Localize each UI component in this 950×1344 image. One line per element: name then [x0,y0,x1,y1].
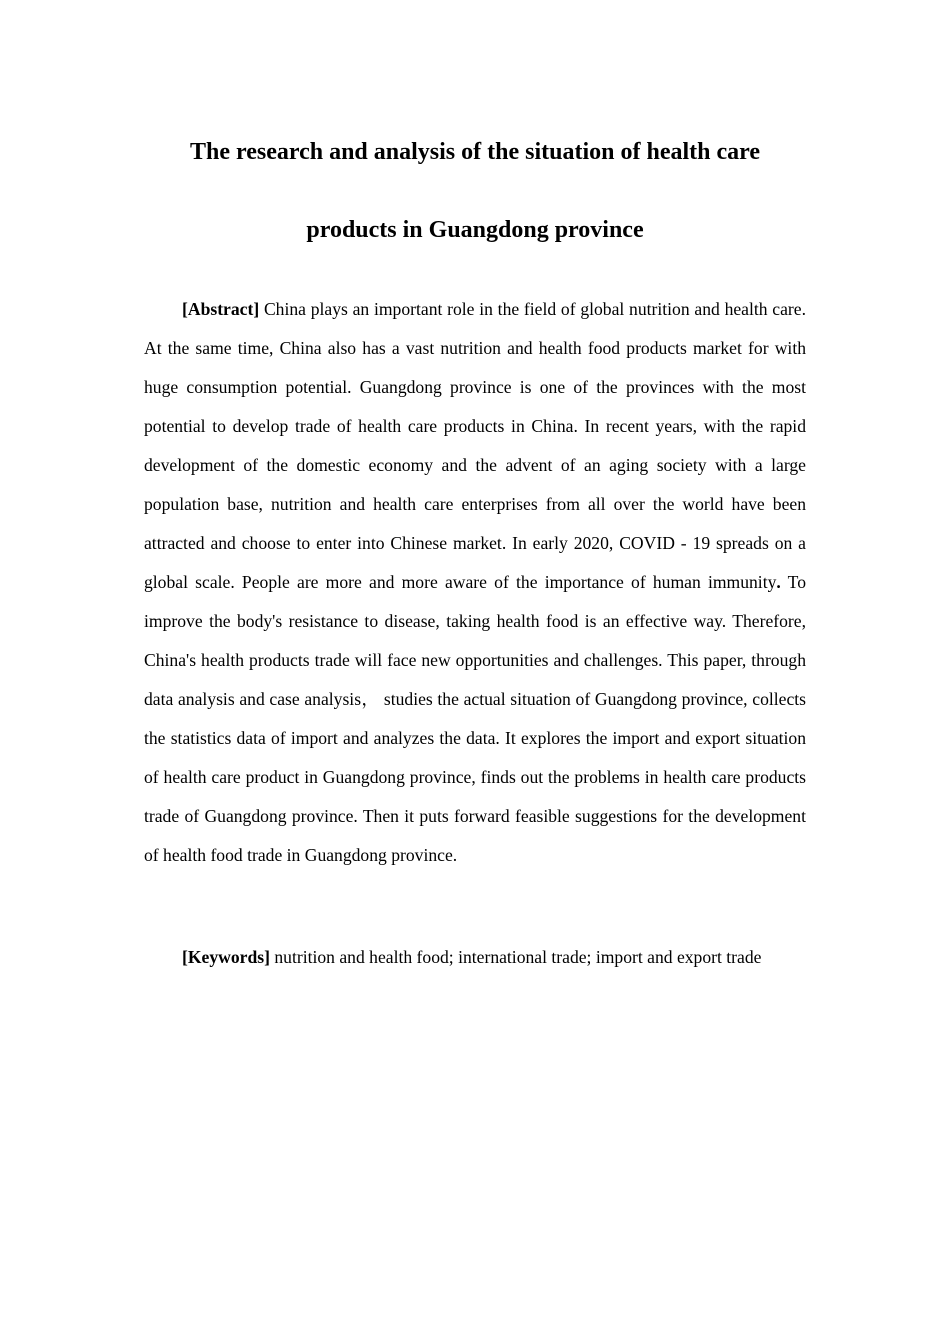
paper-title-line-1: The research and analysis of the situation of health care [189,139,760,165]
keywords-text: nutrition and health food; international trade; import and export trade [269,947,762,967]
keywords-label: [Keywords] [182,947,270,967]
abstract-label: [Abstract] [182,299,260,319]
abstract-paragraph [144,290,806,875]
abstract-bold-period: . [776,572,781,592]
abstract-text-part1: China plays an important role in the field of global nutrition and health care. At the same time, China also has a vast nutrition and health food products market for with huge consumption potential. Guangdong province is one of the provinces with the most potential to develop trade of health care products in China. In recent years, with the rapid development of the domestic economy and the advent of an aging society with a large population base, nutrition and health care enterprises from all over the world have been attracted and choose to enter into Chinese market. In early 2020, COVID - 19 spreads on a global scale. People are more and more aware of the importance of human immunity [144,299,806,592]
paper-title-line-2: products in Guangdong province [306,217,644,243]
keywords-paragraph [144,938,806,977]
abstract-text-part2: To improve the body's resistance to disease, taking health food is an effective way. Therefore, China's health products trade will face new opportunities and challenges. This paper, through data analysis and case analysis， studies the actual situation of Guangdong province, collects the statistics data of import and analyzes the data. It explores the import and export situation of health care product in Guangdong province, finds out the problems in health care products trade of Guangdong province. Then it puts forward feasible suggestions for the development of health food trade in Guangdong province. [144,572,806,865]
